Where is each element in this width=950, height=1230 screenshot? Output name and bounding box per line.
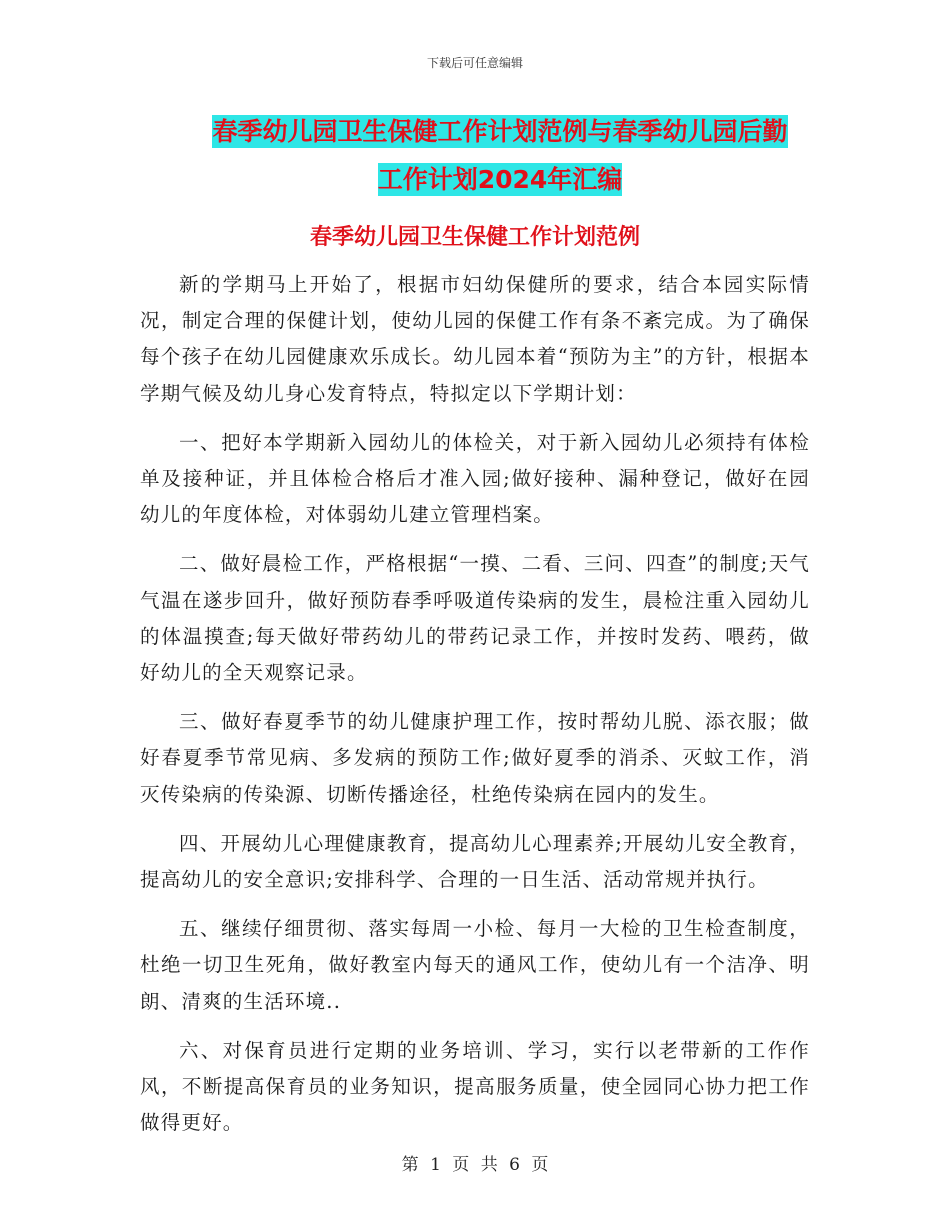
paragraph-item-5: 五、继续仔细贯彻、落实每周一小检、每月一大检的卫生检查制度，杜绝一切卫生死角，做好教室内每天的通风工作，使幼儿有一个洁净、明朗、清爽的生活环境..: [140, 917, 810, 1013]
header-note: 下载后可任意编辑: [426, 56, 523, 70]
paragraph-intro: 新的学期马上开始了，根据市妇幼保健所的要求，结合本园实际情况，制定合理的保健计划，使幼儿园的保健工作有条不紊完成。为了确保每个孩子在幼儿园健康欢乐成长。幼儿园本着“预防为主”的方针，根据本学期气候及幼儿身心发育特点，特拟定以下学期计划：: [140, 273, 810, 405]
paragraph-item-2: 二、做好晨检工作，严格根据“一摸、二看、三问、四查”的制度;天气气温在遂步回升，做好预防春季呼吸道传染病的发生，晨检注重入园幼儿的体温摸查;每天做好带药幼儿的带药记录工作，并按时发药、喂药，做好幼儿的全天观察记录。: [140, 552, 810, 685]
paragraph-item-1: 一、把好本学期新入园幼儿的体检关，对于新入园幼儿必须持有体检单及接种证，并且体检合格后才准入园;做好接种、漏种登记，做好在园幼儿的年度体检，对体弱幼儿建立管理档案。: [140, 430, 810, 527]
paragraph-item-6: 六、对保育员进行定期的业务培训、学习，实行以老带新的工作作风，不断提高保育员的业务知识，提高服务质量，使全园同心协力把工作做得更好。: [140, 1038, 810, 1135]
main-title-line-2: 工作计划2024年汇编: [377, 165, 623, 194]
main-title: [150, 108, 850, 204]
body-text: [140, 267, 810, 1154]
paragraph-item-3: 三、做好春夏季节的幼儿健康护理工作，按时帮幼儿脱、添衣服；做好春夏季节常见病、多发病的预防工作;做好夏季的消杀、灭蚊工作，消灭传染病的传染源、切断传播途径，杜绝传染病在园内的发生。: [140, 710, 810, 806]
main-title-line-1: 春季幼儿园卫生保健工作计划范例与春季幼儿园后勤: [212, 117, 788, 146]
page-number-footer: 第 1 页 共 6 页: [401, 1155, 549, 1175]
section-title: 春季幼儿园卫生保健工作计划范例: [309, 225, 640, 250]
paragraph-item-4: 四、开展幼儿心理健康教育，提高幼儿心理素养;开展幼儿安全教育，提高幼儿的安全意识;安排科学、合理的一日生活、活动常规并执行。: [140, 831, 810, 892]
